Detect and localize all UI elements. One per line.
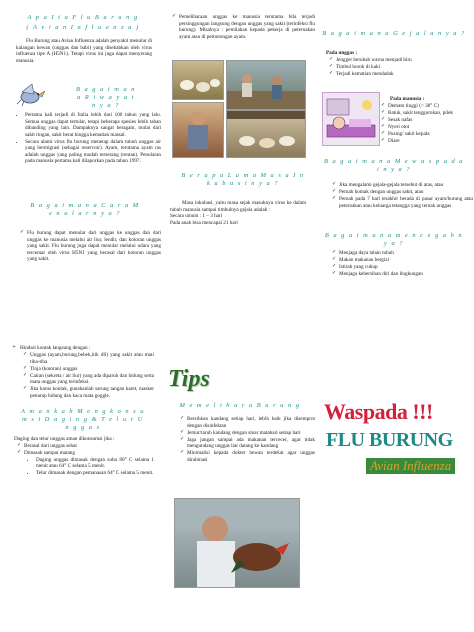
cegah-list xyxy=(330,250,473,278)
hindari-list xyxy=(14,352,154,399)
list-item: ✓ Menjaga kebersihan diri dan lingkungan xyxy=(339,271,473,278)
heading-apa-itu: A p a I t u F l u B u r u n g xyxy=(27,14,139,21)
intro-paragraph: Flu Burung atau Avian Influenza adalah penyakit menular di kalangan hewan (unggas dan babi) yang disebabkan oleh virus influenza tipe A (H5N1). Tetapi virus ini juga dapat menyerang manusia. xyxy=(16,38,152,64)
photo-poultry-farm xyxy=(226,110,306,158)
inkubasi-block xyxy=(170,200,306,226)
pemeliharaan-list xyxy=(170,14,315,41)
list-item: ✓ Bersihkan kandang setiap hari, lebih baik jika disemprot dengan disinfektan xyxy=(187,416,315,429)
heading-menular: B a g a i m a n a C a r a M e n u l a r n y a ? xyxy=(30,202,140,217)
riwayat-list xyxy=(16,112,161,165)
list-item: ✓ Cairan (sekreta / air liur) yang ada diparuh dan hidung serta mata unggas yang terinfeksi. xyxy=(30,373,154,386)
photo-worker xyxy=(172,102,224,158)
bird-illustration-icon xyxy=(16,82,48,108)
heading-gejala: B a g a i m a n a G e j a l a n y a ? xyxy=(322,30,466,37)
waspadai-list xyxy=(330,182,473,210)
inkubasi-anak: Pada anak bisa mencapai 21 hari xyxy=(170,219,238,226)
pada-manusia-label: Pada manusia : xyxy=(390,96,425,102)
list-item: ✓ Jika harus kontak, gunakanlah sarung tangan karet, masker penutup hidung dan kaca mata goggle. xyxy=(30,386,154,399)
konsumsi-block xyxy=(14,436,154,477)
heading-mencegah: B a g a i m a n a m e n c e g a h n y a ? xyxy=(324,232,464,247)
list-item: • Daging unggas dimasak dengan suhu 80° C selama 1 menit atau 64° C selama 5 menit. xyxy=(36,457,154,470)
list-item: ✓ Sesak nafas xyxy=(388,117,466,124)
list-item: ✓ Makan makanan bergizi xyxy=(339,257,473,264)
flu-burung-title: FLU BURUNG xyxy=(326,429,453,451)
konsumsi-intro: Daging dan telur unggas aman dikonsumsi jika : xyxy=(14,436,115,442)
list-item: ✓ Nyeri otot xyxy=(388,124,466,131)
list-item: ✓ Jaga jangan sampai ada makanan tercecer, agar tidak mengundang unggas liar datang ke kandang xyxy=(187,437,315,450)
tips-heading: Tips xyxy=(168,366,210,392)
list-item: • Pertama kali terjadi di Italia lebih dari 100 tahun yang lalu. Semua unggas dapat tertular, tetapi beberapa spesies lebih tahan dibanding yang lain. Dampaknya sangat beragam, mulai dari sakit ringan, sakit berat hingga kematian massal. xyxy=(25,112,161,138)
hindari-label: ➢ Hindari kontak langsung dengan : xyxy=(20,345,154,352)
photo-market xyxy=(226,60,306,110)
list-item: ✓ Terjadi kematian mendadak xyxy=(336,71,466,78)
photo-man-with-rooster xyxy=(174,498,300,588)
menular-list xyxy=(18,230,161,263)
gejala-manusia-block xyxy=(380,96,466,145)
pada-unggas-label: Pada unggas : xyxy=(326,50,358,56)
list-item: • Secara alami virus flu burung menetap dalam tubuh unggas air yang bermigrasi (sebagai reservoir). Ayam, terutama ayam ras adalah unggas yang paling mudah terserang (rentan). Penularan pada manusia pertama kali dilaporkan pada tahun 1997. xyxy=(25,139,161,165)
list-item: ✓ Pusing/ sakit kepala xyxy=(388,131,466,138)
list-item: ✓ Jika mengalami gejala-gejala tersebut di atas, atau xyxy=(339,182,473,189)
list-item: ✓ Pemeliharaan unggas ke manusia terutama bila terjadi persinggungan langsung dengan unggas yang sakit (terinfeksi flu burung). Misalnya : pemilahan kepada pekerja di peternakan ayam atau di pemotongan ayam. xyxy=(179,14,315,40)
heading-mewaspadai: B a g a i m a n a M e w a s p a d a i n y a ? xyxy=(323,158,464,173)
waspada-title: Waspada !!! xyxy=(324,399,433,424)
inkubasi-umum: Secara umum : 1 – 3 hari xyxy=(170,213,223,219)
list-item: ✓ Flu burung dapat menular dari unggas ke unggas dan dari unggas ke manusia melalui air liur, lendir, dan kotoran unggas yang sakit. Flu burung juga dapat menular melalui udara yang tercemar oleh virus H5N1 yang berasal dari kotoran unggas yang sakit. xyxy=(27,230,161,263)
list-item: ✓ Batuk, sakit tenggorokan, pilek xyxy=(388,110,466,117)
memelihara-list xyxy=(178,416,315,464)
list-item: ✓ Pernah kontak dengan unggas sakit, atau xyxy=(339,189,473,196)
list-item: ✓ Timbul borok di kaki xyxy=(336,64,466,71)
list-item: ✓ Jemur/taruh kandang dengan sinar matahari setiap hari xyxy=(187,430,315,437)
list-item: ✓ Berasal dari unggas sehat xyxy=(24,443,154,450)
list-item: ✓ Demam tinggi (> 38° C) xyxy=(388,103,466,110)
list-item: ✓ Menjaga daya tahan tubuh xyxy=(339,250,473,257)
list-item: ✓ Unggas (ayam,burung,bebek,itik dll) yang sakit atau mati tiba-tiba xyxy=(30,352,154,365)
gejala-unggas-block xyxy=(326,50,466,78)
heading-riwayat: B a g a i m a n a R i w a y a t n y a ? xyxy=(76,86,136,109)
hindari-block xyxy=(14,345,154,400)
list-item: ✓ Dimasak sampai matang xyxy=(24,450,154,457)
inkubasi-text: Masa inkubasi, yaitu masa sejak masuknya virus ke dalam tubuh manusia sampai timbulnya gejala adalah : xyxy=(170,200,306,213)
heading-inkubasi: B e r a p a L a m a M a s a I n k u b a s i n y a ? xyxy=(181,172,305,187)
heading-avian-sub: ( A v i a n I n f l u e n z a ) xyxy=(26,24,140,31)
list-item: ✓ Tinja (kotoran) unggas xyxy=(30,366,154,373)
list-item: ✓ Minimalisi kepada dokter hewan terdekat agar unggas dirabinasi xyxy=(187,450,315,463)
photo-chickens xyxy=(172,60,224,100)
heading-memelihara: M e m e l i h a r a B u r u n g xyxy=(179,402,301,409)
list-item: • Telur dimasak dengan pemanasan 64° C selama 5 menit. xyxy=(36,470,154,477)
list-item: ✓ Istirah yang cukup xyxy=(339,264,473,271)
list-item: ✓ Jengger berubah warna menjadi biru xyxy=(336,57,466,64)
sick-person-illustration-icon xyxy=(322,92,380,146)
list-item: ✓ Pernah pada 7 hari terakhir berada di pasar ayam/burung atau peternakan atau keluarga tetangga yang ternak unggas xyxy=(339,196,473,209)
avian-influenza-subtitle: Avian Influenza xyxy=(366,458,455,474)
list-item: ✓ Diare xyxy=(388,138,466,145)
heading-konsumsi: A m a n k a h M e n g k o n s u m s i D a g i n g & T e l u r U n g g a s xyxy=(21,408,145,431)
